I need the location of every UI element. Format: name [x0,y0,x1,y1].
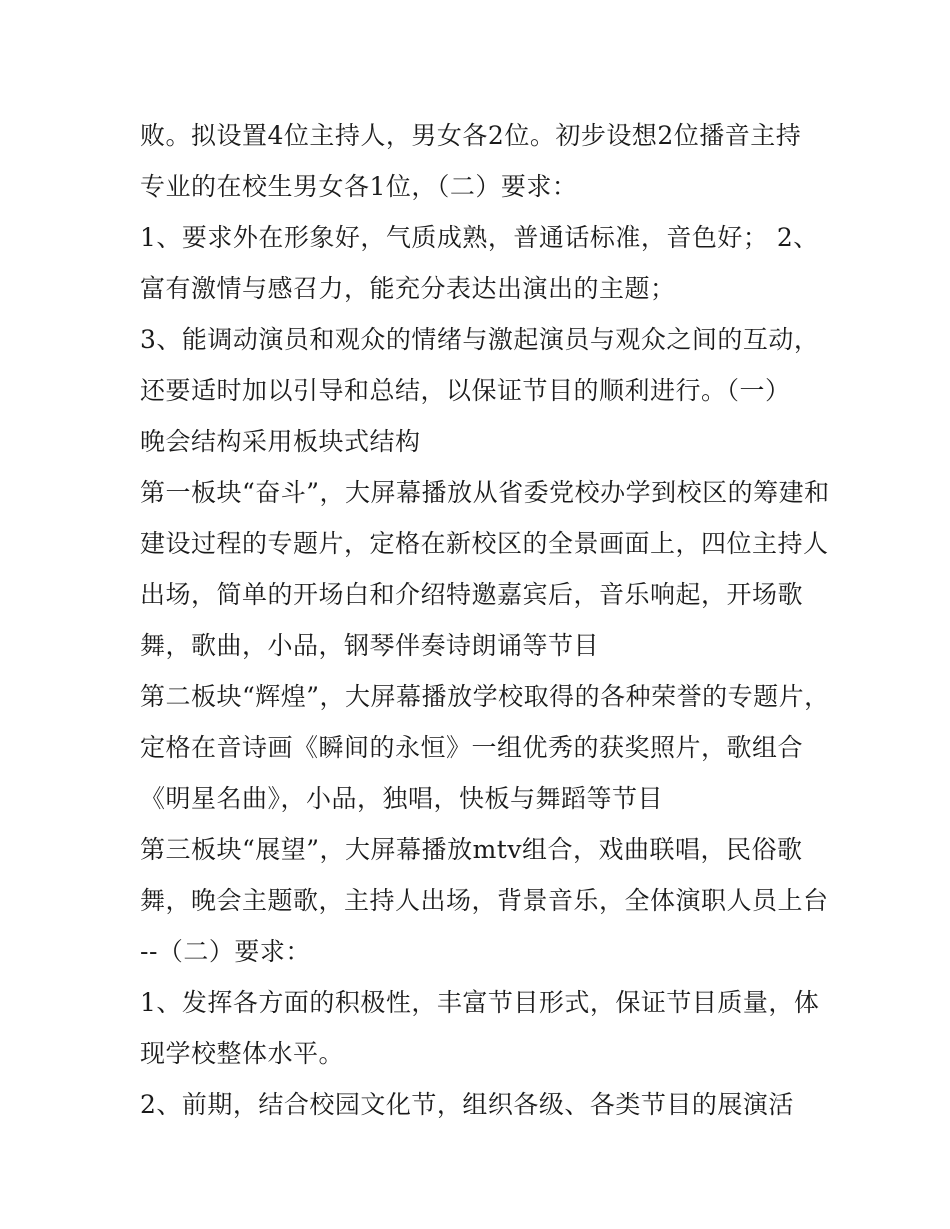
text-line: 建设过程的专题片，定格在新校区的全景画面上，四位主持人 [140,529,829,558]
text-line: 专业的在校生男女各1位，（二）要求： [140,172,578,201]
text-line: 出场，简单的开场白和介绍特邀嘉宾后，音乐响起，开场歌 [140,580,804,609]
text-line: --（二）要求： [140,937,311,966]
text-line: 2、前期，结合校园文化节，组织各级、各类节目的展演活 [140,1090,794,1119]
text-line: 舞，晚会主题歌，主持人出场，背景音乐，全体演职人员上台 [140,886,829,915]
text-line: 现学校整体水平。 [140,1039,345,1068]
text-line: 舞，歌曲，小品，钢琴伴奏诗朗诵等节目 [140,631,600,660]
text-line: 还要适时加以引导和总结，以保证节目的顺利进行。（一） [140,376,791,405]
text-line: 富有激情与感召力，能充分表达出演出的主题； [140,274,676,303]
text-line: 第一板块“奋斗”，大屏幕播放从省委党校办学到校区的筹建和 [140,478,830,507]
text-line: 第三板块“展望”，大屏幕播放mtv组合，戏曲联唱，民俗歌 [140,835,803,864]
text-line: 《明星名曲》，小品，独唱，快板与舞蹈等节目 [140,784,664,813]
text-line: 3、能调动演员和观众的情绪与激起演员与观众之间的互动， [140,325,820,354]
document-body [140,110,830,1130]
text-line: 第二板块“辉煌”，大屏幕播放学校取得的各种荣誉的专题片， [140,682,830,711]
text-line: 晚会结构采用板块式结构 [140,427,421,456]
text-line: 败。拟设置4位主持人，男女各2位。初步设想2位播音主持 [140,121,802,150]
text-line: 1、发挥各方面的积极性，丰富节目形式，保证节目质量，体 [140,988,820,1017]
text-line: 1、要求外在形象好，气质成熟，普通话标准，音色好； 2、 [140,223,819,252]
text-line: 定格在音诗画《瞬间的永恒》一组优秀的获奖照片，歌组合 [140,733,804,762]
